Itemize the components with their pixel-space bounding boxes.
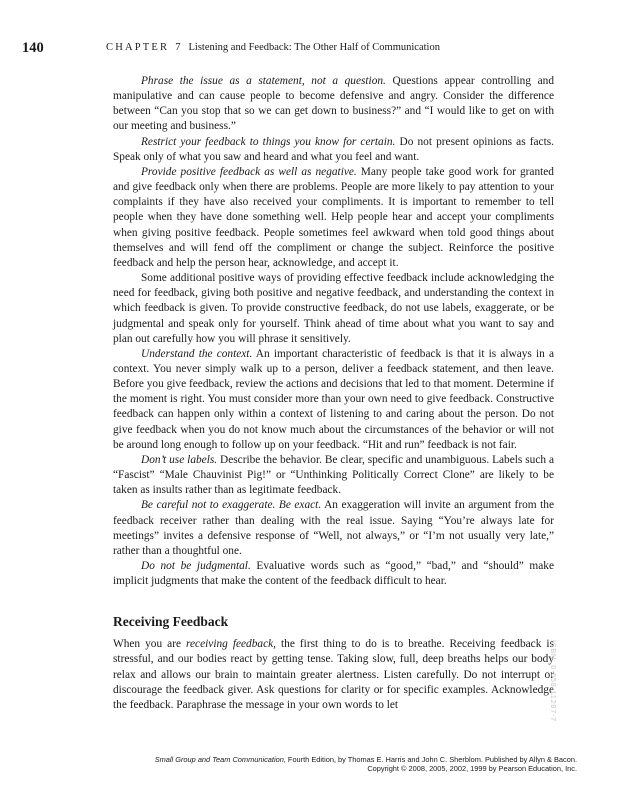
footer-credit: Fourth Edition, by Thomas E. Harris and John C. Sherblom. Published by Allyn & Bacon. (285, 755, 577, 764)
footer-credit-line (155, 755, 577, 764)
paragraph-lead: Phrase the issue as a statement, not a question. (141, 75, 386, 87)
paragraph-text: Describe the behavior. Be clear, specific and unambiguous. Labels such a “Fascist” “Male Chauvinist Pig!” or “Unthinking Politically Correct Clone” are likely to be taken as insults rather than as legitimate feedback. (113, 453, 554, 497)
paragraph-text: Do not present opinions as facts. Speak only of what you saw and heard and what you feel and want. (113, 135, 554, 163)
section-emphasis: receiving feedback, (186, 638, 276, 651)
paragraph-lead: Provide positive feedback as well as negative. (141, 165, 357, 178)
paragraph-text: Evaluative words such as “good,” “bad,” and “should” make implicit judgments that make the content of the feedback difficult to hear. (113, 560, 554, 588)
isbn-sidebar: ISBN: 0-558-11287-7 (549, 640, 558, 722)
section-paragraph (113, 637, 554, 713)
paragraph (113, 559, 554, 589)
paragraph-text: Questions appear controlling and manipulative and can cause people to become defensive and angry. Consider the difference between “Can you stop that so we can get down to business?” and “I would like to get on with our meeting and business.” (113, 75, 554, 133)
paragraph-lead: Be careful not to exaggerate. Be exact. (141, 499, 322, 512)
footer-book-title: Small Group and Team Communication, (154, 755, 286, 764)
paragraph-text: An exaggeration will invite an argument from the feedback receiver rather than dealing with the real issue. Saying “You’re always late for meetings” invites a defensive response of “Well, not always,” or “I’m not usually very late,” rather than a thoughtful one. (113, 499, 554, 557)
chapter-title: Listening and Feedback: The Other Half of Communication (188, 42, 440, 53)
footer (155, 755, 577, 773)
section-heading: Receiving Feedback (113, 614, 229, 630)
paragraph-lead: Understand the context. (141, 347, 253, 360)
chapter-label: CHAPTER (106, 42, 170, 53)
page-number: 140 (22, 40, 44, 56)
paragraph-lead: Don’t use labels. (141, 453, 218, 466)
paragraph-text: An important characteristic of feedback is that it is always in a context. You never simply walk up to a person, deliver a feedback statement, and then leave. Before you give feedback, review the actions and decisions that led to that moment. Determine if the moment is right. You must consider more than your own need to give feedback. Constructive feedback can happen only within a context of listening to and caring about the person. Do not give feedback when you do not know much about the circumstances of the behavior or will not be around long enough to follow up on your feedback. “Hit and run” feedback is not fair. (113, 347, 554, 451)
section-text: the first thing to do is to breathe. Receiving feedback is stressful, and our bodies react by getting tense. Taking slow, full, deep breaths helps our body relax and allows our brain to maintain greater alertness. Listen carefully. Do not interrupt or discourage the feedback giver. Ask questions for clarity or for specific examples. Acknowledge the feedback. Paraphrase the message in your own words to let (113, 638, 554, 711)
section-text-pre: When you are (113, 638, 187, 651)
paragraph (113, 347, 554, 453)
paragraph-lead: Do not be judgmental. (141, 560, 251, 572)
paragraph (113, 498, 554, 559)
running-head (106, 42, 440, 53)
paragraph (113, 135, 554, 165)
paragraph (113, 271, 554, 347)
chapter-number: 7 (175, 42, 181, 53)
body-text (113, 74, 554, 713)
paragraph-lead: Restrict your feedback to things you know for certain. (141, 135, 396, 148)
footer-copyright: Copyright © 2008, 2005, 2002, 1999 by Pearson Education, Inc. (367, 764, 577, 773)
paragraph-text: Many people take good work for granted and give feedback only when there are problems. People are more likely to pay attention to your complaints if they have also received your compliments. It is important to remember to tell people when they have done something well. Help people hear and accept your compliments when giving positive feedback. People sometimes feel awkward when told good things about themselves and will fend off the compliment or change the subject. Reinforce the positive feedback and help the person hear, acknowledge, and accept it. (113, 165, 554, 269)
paragraph (113, 165, 554, 271)
paragraph-text: Some additional positive ways of providing effective feedback include acknowledging the need for feedback, giving both positive and negative feedback, and understanding the context in which feedback is given. To provide constructive feedback, do not use labels, exaggerate, or be judgmental and speak only for yourself. Think ahead of time about what you want to say and plan out carefully how you will phrase it sensitively. (113, 272, 554, 345)
paragraph (113, 74, 554, 135)
paragraph (113, 453, 554, 498)
